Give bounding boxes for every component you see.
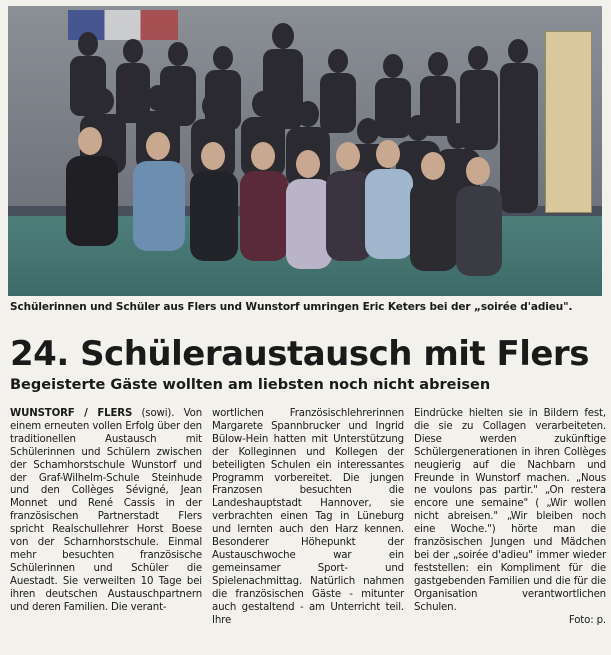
group-photo-icon bbox=[8, 6, 602, 296]
article-column-1 bbox=[10, 408, 202, 615]
article-headline: 24. Schüleraustausch mit Flers bbox=[10, 334, 589, 374]
article-column-3 bbox=[414, 408, 606, 627]
group-photo bbox=[8, 6, 602, 296]
article-column-2-text: wortlichen Französischlehrerinnen Margarete Spannbrucker und Ingrid Bülow-Hein hatten mit Unterstützung der Kolleginnen und Kollegen der beteiligten Schulen ein interessantes Programm vorbereitet. Die jungen Franzosen besuchten die Landeshauptstadt Hannover, sie verbrachten einen Tag in Lüneburg und lernten auch den Harz kennen. Besonderer Höhepunkt der Austauschwoche war ein gemeinsamer Sport- und Spielenachmittag. Natürlich nahmen die französischen Gäste - mitunter auch gestaltend - am Unterricht teil. Ihre bbox=[212, 408, 404, 626]
article-subheadline: Begeisterte Gäste wollten am liebsten noch nicht abreisen bbox=[10, 377, 491, 393]
article-column-1-text: (sowi). Von einem erneuten vollen Erfolg über den traditionellen Austausch mit Schülerinnen und Schülern zwischen der Schamhorstschule Wunstorf und der Graf-Wilhelm-Schule Steinhude und den Collèges Sévigné, Jean Monnet und René Cassis in der französischen Partnerstadt Flers spricht Realschullehrer Horst Boese von der Scharnhorstschule. Einmal mehr besuchten französische Schülerinnen und Schüler die Auestadt. Sie verweilten 10 Tage bei ihren deutschen Austauschpartnern und deren Familien. Die verant- bbox=[10, 408, 203, 613]
photo-credit: Foto: p. bbox=[568, 614, 606, 626]
article-dateline: WUNSTORF / FLERS bbox=[10, 408, 133, 419]
photo-caption: Schülerinnen und Schüler aus Flers und Wunstorf umringen Eric Keters bei der „soirée d'adieu". bbox=[10, 301, 573, 313]
article-column-3-text: Eindrücke hielten sie in Bildern fest, die sie zu Collagen verarbeiteten. Diese werden zukünftige Schülergenerationen in ihren Collèges neugierig auf die Nachbarn und Freunde in Wunstorf machen. „Nous ne voulons pas partir." „On restera encore une semaine" ( „Wir wollen nicht abreisen." „Wir bleiben noch eine Woche.") hörte man die französischen Jungen und Mädchen bei der „soirée d'adieu" immer wieder feststellen: ein Kompliment für die gastgebenden Familien und die für die Organisation verantwortlichen Schulen. bbox=[414, 408, 606, 613]
article-column-2 bbox=[212, 408, 404, 627]
